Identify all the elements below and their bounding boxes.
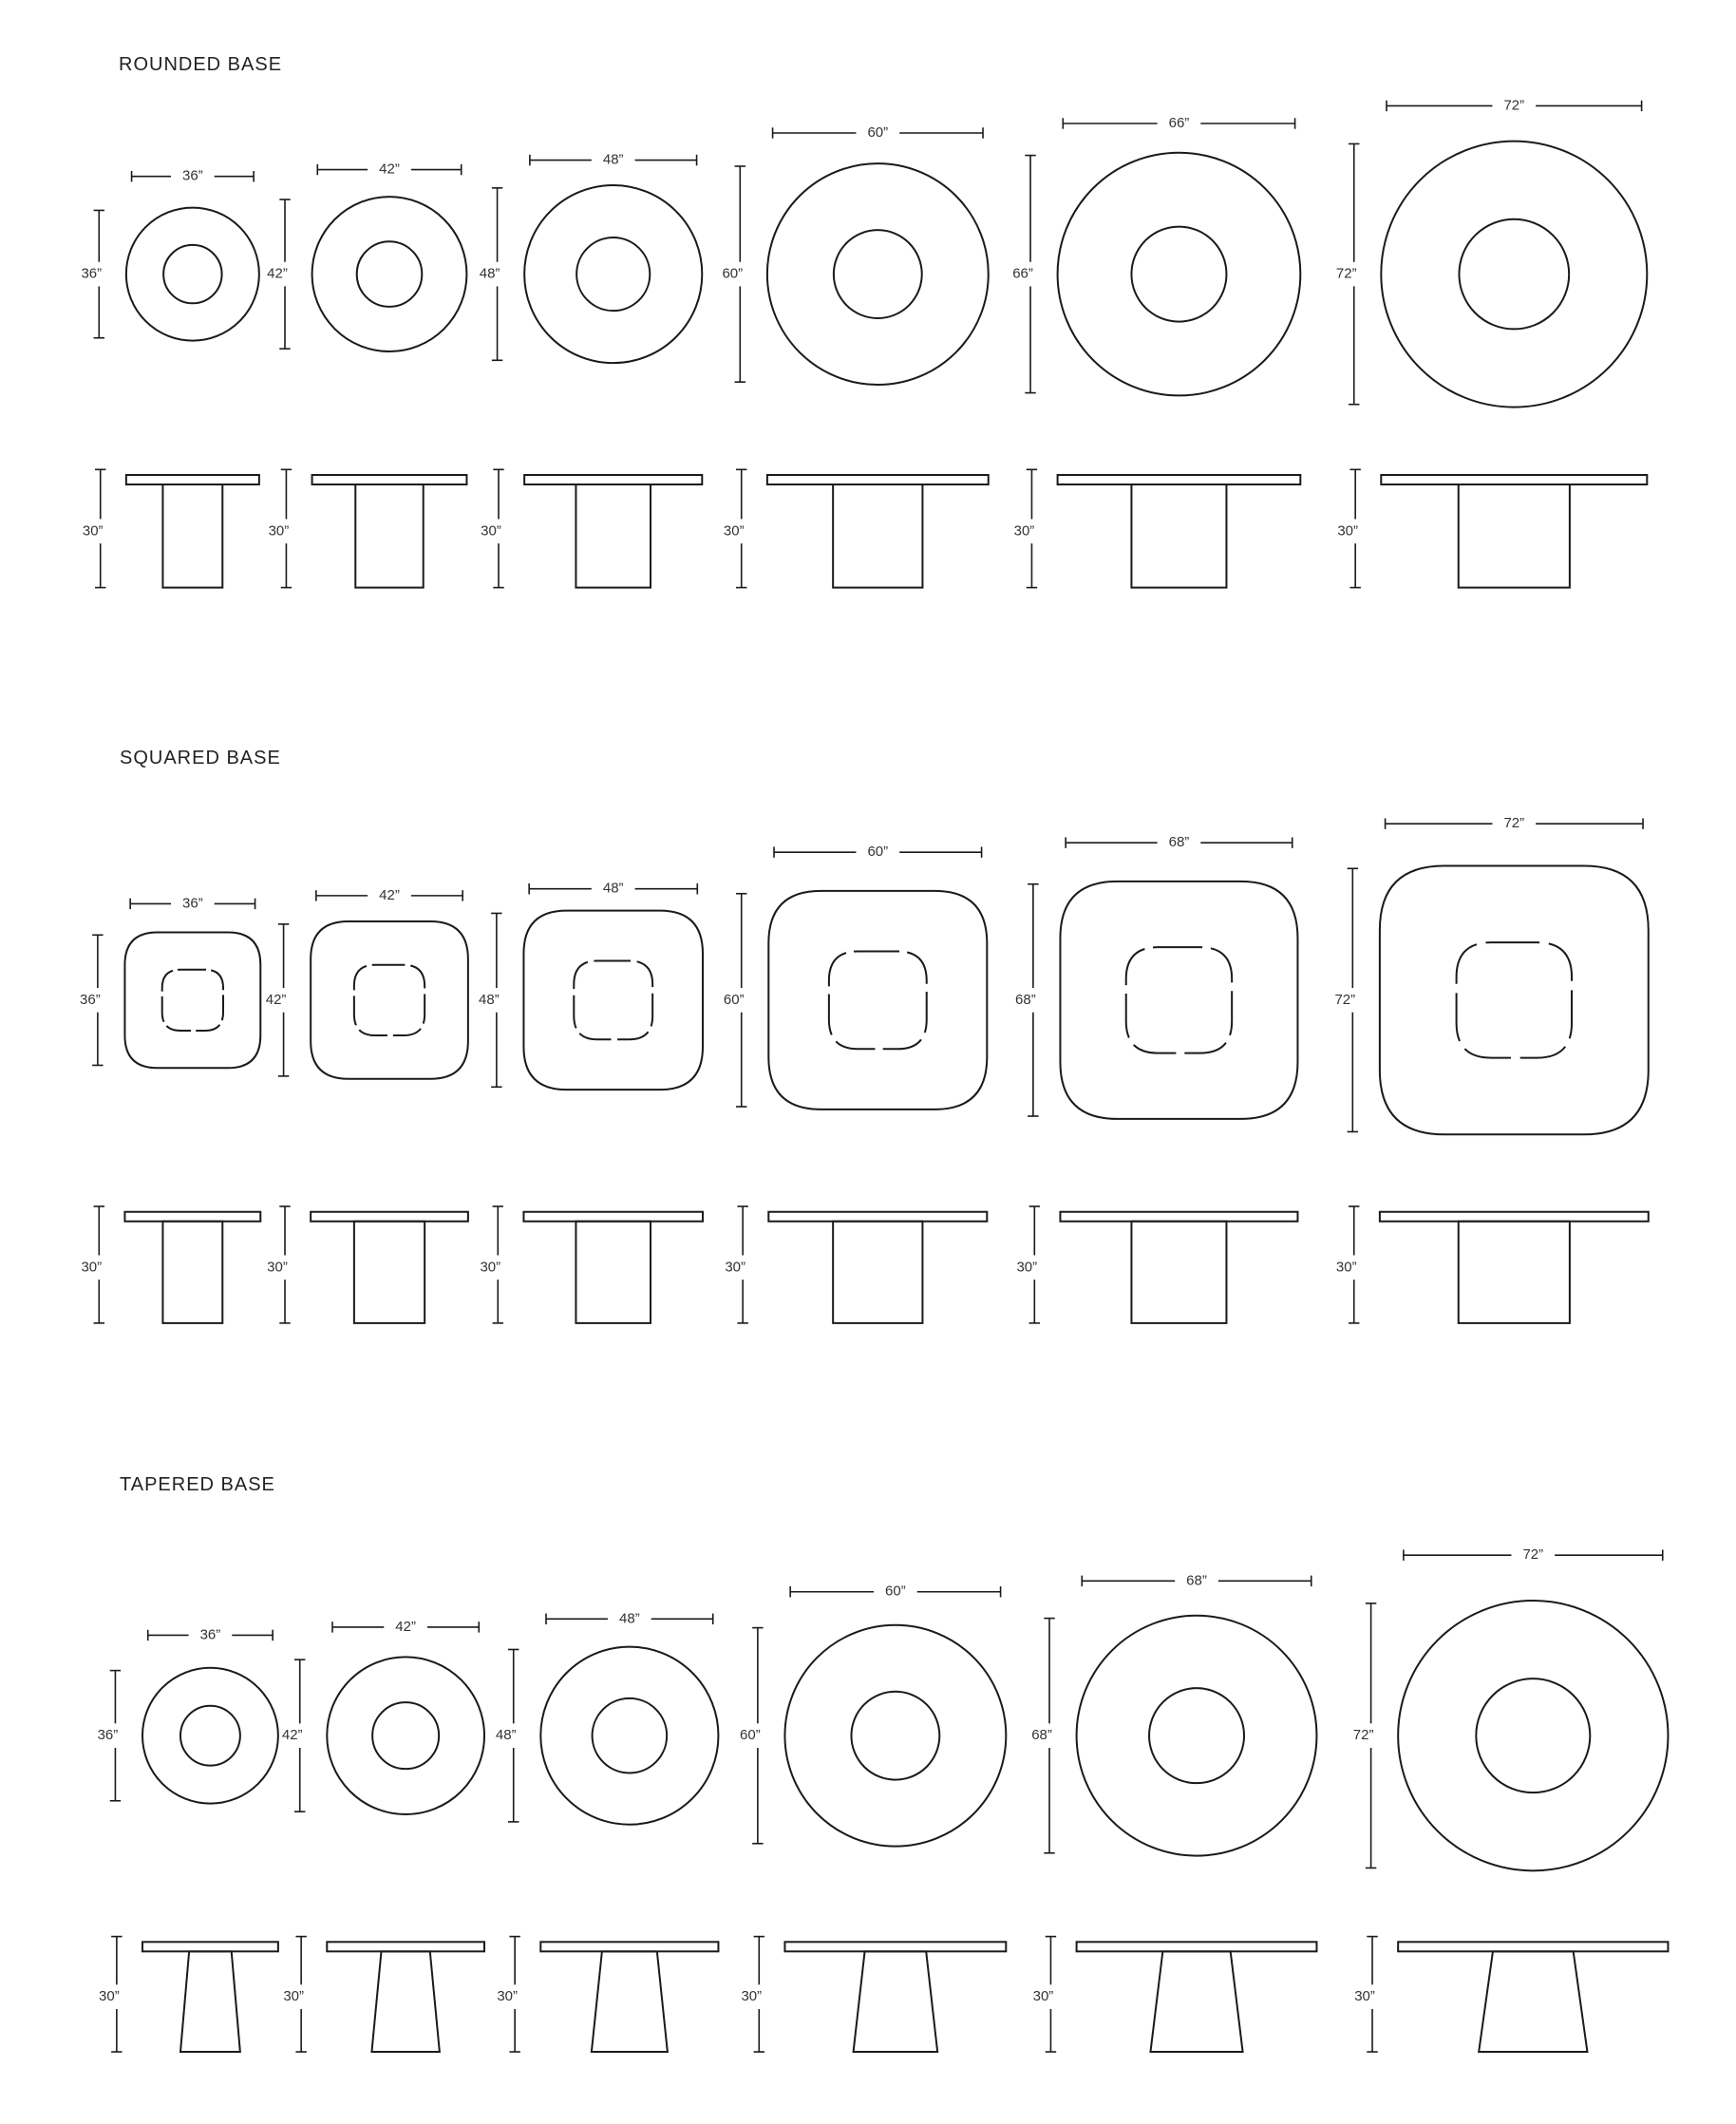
section-title-tapered: TAPERED BASE [120,1474,275,1495]
height-dimension-label: 30” [725,1259,746,1276]
base-elevation [854,1951,938,2052]
height-dimension-label: 30” [1013,522,1035,540]
base-plan-outline [834,230,922,318]
tabletop-elevation [524,475,702,484]
table-tapered-4 [740,1584,1006,2052]
width-dimension-label: 60” [885,1583,906,1600]
width-dimension-label: 42” [379,886,400,903]
tabletop-plan-outline [784,1625,1006,1847]
base-elevation [1150,1951,1242,2052]
depth-dimension-label: 36” [97,1727,119,1744]
width-dimension-label: 72” [1503,97,1525,114]
tabletop-plan-outline [1380,865,1649,1134]
depth-dimension-label: 42” [265,991,287,1008]
base-plan-outline [372,1702,439,1769]
base-elevation [355,484,423,588]
width-dimension-label: 48” [619,1610,640,1627]
tabletop-elevation [311,1212,468,1222]
base-elevation [576,484,651,588]
width-dimension-label: 60” [867,844,889,861]
height-dimension-label: 30” [741,1988,763,2005]
depth-dimension-label: 72” [1335,265,1357,282]
base-plan-outline [574,960,652,1039]
base-plan-outline [1126,947,1232,1053]
base-plan-outline [163,245,221,303]
base-elevation [354,1222,425,1323]
tabletop-elevation [142,1942,278,1951]
depth-dimension-label: 68” [1031,1727,1052,1744]
depth-dimension-label: 36” [80,991,101,1008]
tabletop-plan-outline [1060,882,1297,1119]
section-title-squared: SQUARED BASE [120,748,281,768]
height-dimension-label: 30” [481,522,501,540]
depth-dimension-label: 60” [740,1727,761,1744]
tabletop-elevation [784,1942,1006,1951]
tabletop-elevation [1381,475,1647,484]
table-rounded-6 [1336,97,1647,587]
depth-dimension-label: 60” [723,991,745,1008]
base-plan-outline [593,1698,668,1773]
base-elevation [833,484,922,588]
width-dimension-label: 66” [1168,114,1190,131]
height-dimension-label: 30” [480,1259,501,1276]
width-dimension-label: 68” [1186,1572,1207,1589]
width-dimension-label: 42” [395,1618,416,1635]
width-dimension-label: 48” [602,151,624,168]
width-dimension-label: 48” [602,880,624,897]
tabletop-plan-outline [1398,1601,1668,1870]
depth-dimension-label: 68” [1015,991,1036,1008]
tabletop-elevation [1058,475,1301,484]
depth-dimension-label: 48” [479,265,500,282]
tabletop-plan-outline [126,208,259,341]
base-elevation [1459,1222,1570,1323]
base-elevation [371,1951,439,2052]
tabletop-elevation [767,475,989,484]
base-elevation [576,1222,651,1323]
depth-dimension-label: 42” [267,265,288,282]
height-dimension-label: 30” [1016,1259,1038,1276]
depth-dimension-label: 60” [722,265,744,282]
depth-dimension-label: 42” [281,1727,303,1744]
tabletop-elevation [768,1212,987,1222]
table-rounded-4 [722,124,988,588]
height-dimension-label: 30” [99,1988,120,2005]
base-elevation [833,1222,922,1323]
height-dimension-label: 30” [283,1988,305,2005]
height-dimension-label: 30” [1354,1988,1375,2005]
tabletop-plan-outline [1077,1616,1317,1856]
width-dimension-label: 68” [1168,834,1190,851]
table-tapered-3 [496,1610,719,2052]
tabletop-plan-outline [524,185,702,363]
tabletop-elevation [312,475,467,484]
base-elevation [1131,484,1226,588]
base-elevation [1479,1951,1587,2052]
base-plan-outline [851,1692,939,1780]
width-dimension-label: 36” [182,895,203,912]
table-squared-5 [1015,834,1297,1323]
height-dimension-label: 30” [268,522,290,540]
height-dimension-label: 30” [1337,522,1359,540]
base-elevation [180,1951,240,2052]
tabletop-elevation [540,1942,718,1951]
table-rounded-3 [480,152,703,588]
base-plan-outline [354,965,425,1035]
tabletop-plan-outline [327,1657,484,1814]
depth-dimension-label: 48” [479,991,500,1008]
table-tapered-6 [1353,1546,1669,2052]
base-elevation [1131,1222,1226,1323]
tabletop-elevation [1060,1212,1297,1222]
tabletop-plan-outline [312,197,467,351]
height-dimension-label: 30” [1032,1988,1054,2005]
base-plan-outline [162,970,223,1031]
base-plan-outline [576,237,650,311]
base-elevation [592,1951,668,2052]
tabletop-plan-outline [540,1647,718,1825]
table-rounded-2 [267,161,466,588]
base-plan-outline [1131,227,1226,322]
base-elevation [1459,484,1570,588]
height-dimension-label: 30” [1335,1259,1357,1276]
table-rounded-5 [1012,115,1300,588]
tabletop-elevation [1398,1942,1668,1951]
depth-dimension-label: 72” [1352,1727,1374,1744]
tabletop-plan-outline [124,932,260,1068]
base-plan-outline [829,951,927,1049]
depth-dimension-label: 72” [1334,991,1356,1008]
base-elevation [162,484,222,588]
table-squared-1 [80,895,260,1322]
base-plan-outline [1476,1678,1590,1792]
base-plan-outline [1459,219,1569,330]
depth-dimension-label: 66” [1012,265,1033,282]
height-dimension-label: 30” [723,522,745,540]
width-dimension-label: 72” [1522,1546,1544,1564]
tabletop-elevation [327,1942,484,1951]
base-elevation [162,1222,222,1323]
tabletop-plan-outline [142,1668,278,1804]
depth-dimension-label: 36” [81,265,103,282]
tabletop-elevation [124,1212,260,1222]
width-dimension-label: 36” [199,1626,221,1643]
height-dimension-label: 30” [81,1259,103,1276]
tabletop-plan-outline [311,921,468,1079]
tabletop-elevation [1077,1942,1317,1951]
table-squared-3 [479,881,703,1323]
tabletop-plan-outline [1381,142,1647,408]
table-squared-2 [266,887,468,1323]
base-plan-outline [1457,942,1572,1057]
tabletop-plan-outline [1058,153,1301,396]
table-tapered-5 [1031,1572,1316,2052]
depth-dimension-label: 48” [495,1727,517,1744]
section-title-rounded: ROUNDED BASE [119,54,283,75]
base-plan-outline [357,241,423,307]
table-rounded-1 [81,168,258,588]
tabletop-elevation [1380,1212,1649,1222]
table-tapered-1 [98,1626,278,2052]
tabletop-elevation [126,475,259,484]
width-dimension-label: 42” [379,161,400,178]
table-squared-4 [724,844,987,1323]
base-plan-outline [180,1706,240,1766]
tabletop-plan-outline [768,891,987,1109]
height-dimension-label: 30” [82,522,104,540]
table-tapered-2 [282,1619,484,2052]
tabletop-plan-outline [523,911,703,1090]
width-dimension-label: 72” [1503,815,1525,832]
base-plan-outline [1149,1688,1244,1783]
table-squared-6 [1334,815,1648,1323]
tabletop-elevation [523,1212,703,1222]
width-dimension-label: 60” [867,123,889,141]
height-dimension-label: 30” [267,1259,288,1276]
tabletop-plan-outline [767,163,989,385]
width-dimension-label: 36” [182,167,203,184]
height-dimension-label: 30” [497,1988,519,2005]
